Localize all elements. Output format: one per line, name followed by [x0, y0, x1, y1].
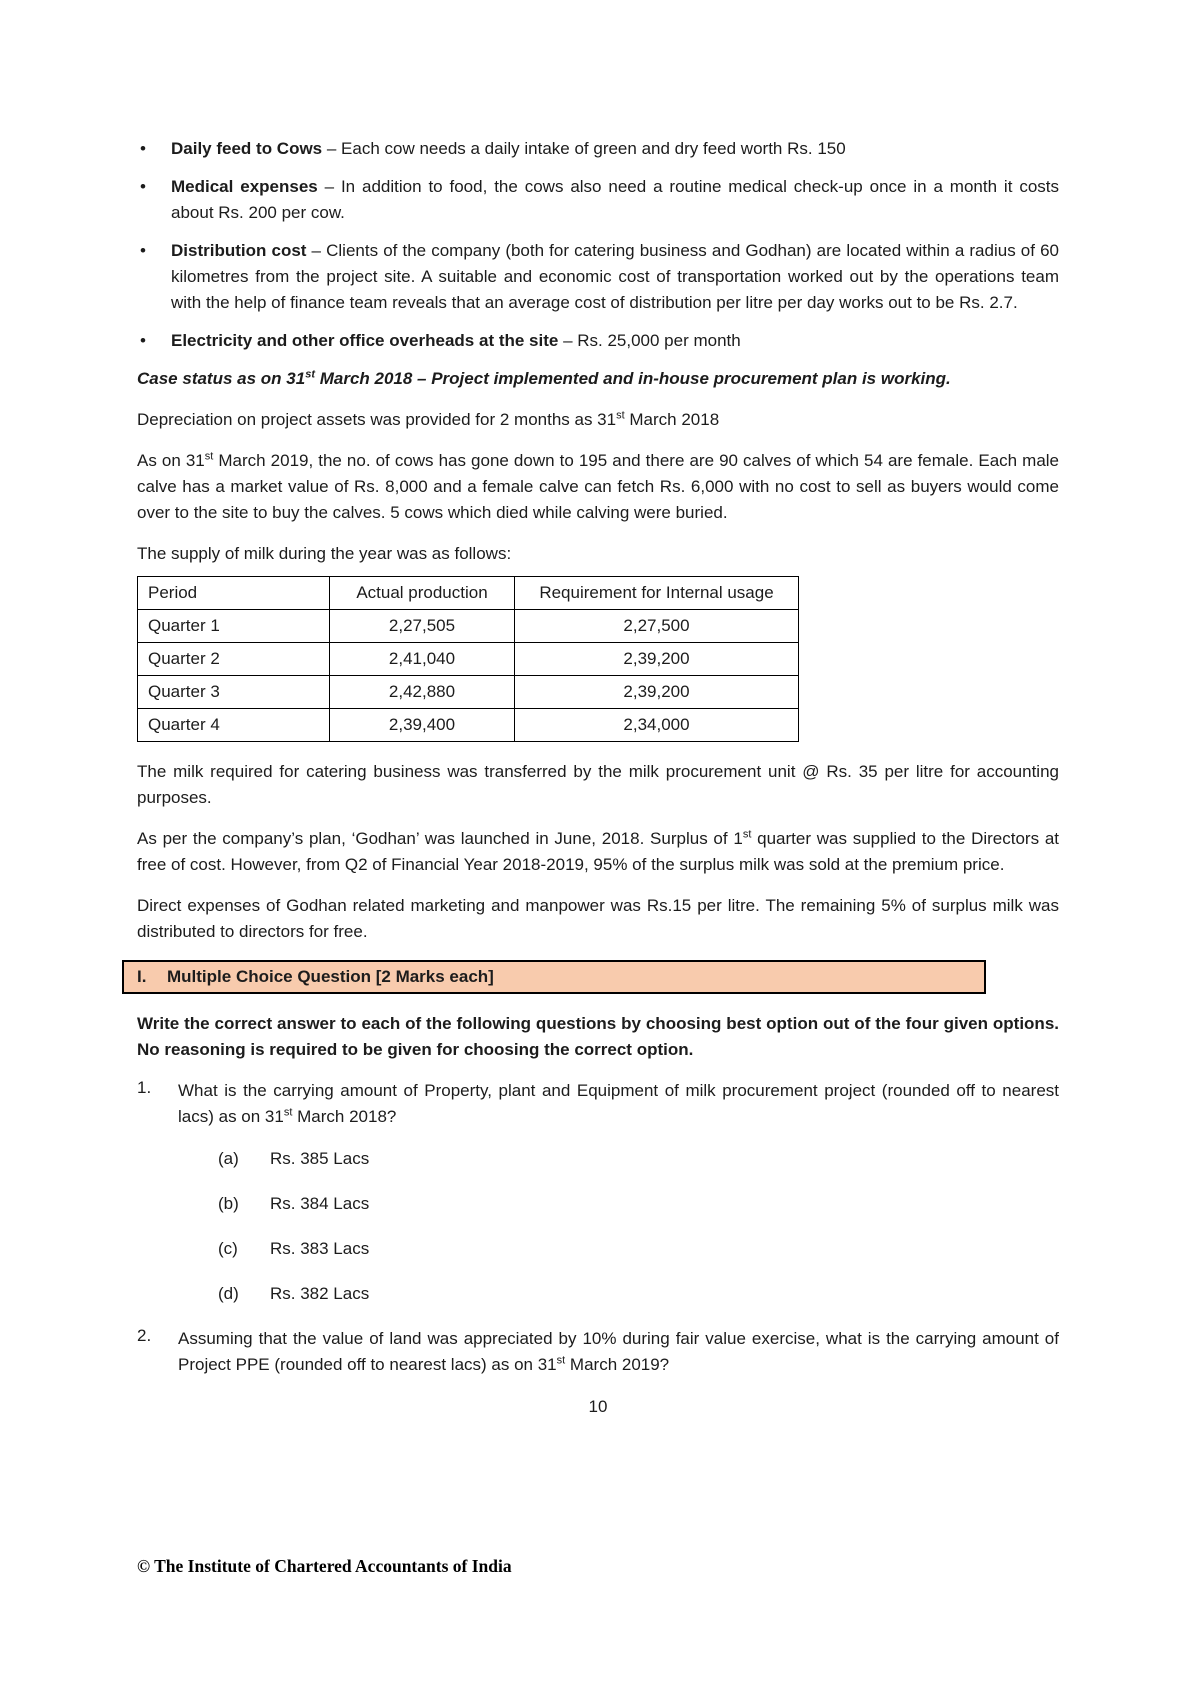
bullet-label: Electricity and other office overheads at the site	[171, 331, 559, 350]
mcq-section-numeral: I.	[137, 967, 147, 986]
bullet-label: Daily feed to Cows	[171, 139, 323, 158]
question-2	[137, 1326, 1059, 1378]
option-a	[218, 1146, 1059, 1172]
option-text: Rs. 385 Lacs	[270, 1149, 370, 1168]
bullet-marker: •	[140, 331, 146, 350]
case-status-heading	[137, 366, 1059, 392]
question-text-segment: March 2019?	[565, 1355, 670, 1374]
table-cell-period: Quarter 4	[138, 709, 330, 742]
option-text: Rs. 382 Lacs	[270, 1284, 370, 1303]
bullet-marker: •	[140, 177, 146, 196]
table-row	[138, 676, 799, 709]
case-status-text: Case status as on 31	[137, 369, 306, 388]
option-letter: (b)	[218, 1194, 239, 1213]
paragraph-text: quarter was supplied to the Directors at free of cost. However, from Q2 of Financial Year 2018-2019, 95% of the surplus milk was sold at the premium price.	[137, 829, 1059, 874]
option-letter: (d)	[218, 1284, 239, 1303]
paragraph-text: March 2018	[624, 410, 720, 429]
bullet-text: – Clients of the company (both for catering business and Godhan) are located within a radius of 60 kilometres from the project site. A suitable and economic cost of transportation worked out by the operations team with the help of finance team reveals that an average cost of distribution per litre per day works out to be Rs. 2.7.	[171, 241, 1059, 312]
option-c	[218, 1236, 1059, 1262]
table-header-actual-production: Actual production	[330, 577, 515, 610]
bullet-item-medical-expenses	[137, 174, 1059, 226]
question-text-segment: What is the carrying amount of Property, plant and Equipment of milk procurement project (rounded off to nearest lacs) as on 31	[178, 1081, 1059, 1126]
cost-bullet-list	[137, 136, 1059, 354]
question-text	[178, 1078, 1059, 1130]
option-d	[218, 1281, 1059, 1307]
table-cell-period: Quarter 3	[138, 676, 330, 709]
table-cell-requirement: 2,27,500	[515, 610, 799, 643]
table-cell-production: 2,42,880	[330, 676, 515, 709]
copyright-footer: © The Institute of Chartered Accountants of India	[137, 1556, 512, 1576]
table-row	[138, 610, 799, 643]
case-status-text: March 2018 – Project implemented and in-house procurement plan is working.	[314, 369, 951, 388]
table-cell-requirement: 2,39,200	[515, 676, 799, 709]
mcq-section-header	[122, 960, 986, 994]
bullet-item-daily-feed	[137, 136, 1059, 162]
superscript: st	[616, 409, 625, 422]
question-number: 2.	[137, 1326, 152, 1345]
bullet-marker: •	[140, 139, 146, 158]
question-text-segment: Assuming that the value of land was appreciated by 10% during fair value exercise, what is the carrying amount of Project PPE (rounded off to nearest lacs) as on 31	[178, 1329, 1059, 1374]
paragraph-text: As on 31	[137, 451, 205, 470]
paragraph-supply-intro: The supply of milk during the year was as follows:	[137, 544, 512, 563]
table-cell-production: 2,27,505	[330, 610, 515, 643]
mcq-section-title: Multiple Choice Question [2 Marks each]	[167, 967, 494, 986]
paragraph-text: As per the company’s plan, ‘Godhan’ was launched in June, 2018. Surplus of 1	[137, 829, 743, 848]
superscript: st	[742, 828, 752, 841]
bullet-label: Distribution cost	[171, 241, 307, 260]
bullet-text: – Each cow needs a daily intake of green and dry feed worth Rs. 150	[322, 139, 846, 158]
table-cell-period: Quarter 2	[138, 643, 330, 676]
superscript: st	[556, 1354, 566, 1367]
table-row	[138, 643, 799, 676]
table-header-period: Period	[138, 577, 330, 610]
bullet-marker: •	[140, 241, 146, 260]
option-letter: (a)	[218, 1149, 239, 1168]
table-header-row	[138, 577, 799, 610]
paragraph-depreciation	[137, 407, 1059, 433]
superscript: st	[305, 368, 315, 381]
paragraph-cows-status	[137, 448, 1059, 526]
bullet-text: – In addition to food, the cows also need a routine medical check-up once in a month it costs about Rs. 200 per cow.	[171, 177, 1059, 222]
table-cell-requirement: 2,34,000	[515, 709, 799, 742]
paragraph-godhan-plan	[137, 826, 1059, 878]
question-number: 1.	[137, 1078, 152, 1097]
table-cell-production: 2,41,040	[330, 643, 515, 676]
question-text-segment: March 2018?	[292, 1107, 397, 1126]
page-number: 10	[588, 1397, 608, 1416]
bullet-label: Medical expenses	[171, 177, 318, 196]
question-text	[178, 1326, 1059, 1378]
paragraph-milk-transfer: The milk required for catering business was transferred by the milk procurement unit @ Rs. 35 per litre for accounting purposes.	[137, 762, 1059, 807]
option-text: Rs. 383 Lacs	[270, 1239, 370, 1258]
table-cell-requirement: 2,39,200	[515, 643, 799, 676]
bullet-item-electricity-overheads	[137, 328, 1059, 354]
table-cell-period: Quarter 1	[138, 610, 330, 643]
paragraph-direct-expenses: Direct expenses of Godhan related marketing and manpower was Rs.15 per litre. The remaining 5% of surplus milk was distributed to directors for free.	[137, 896, 1059, 941]
superscript: st	[283, 1106, 293, 1119]
table-cell-production: 2,39,400	[330, 709, 515, 742]
option-text: Rs. 384 Lacs	[270, 1194, 370, 1213]
bullet-item-distribution-cost	[137, 238, 1059, 316]
option-letter: (c)	[218, 1239, 238, 1258]
mcq-instructions: Write the correct answer to each of the following questions by choosing best option out of the four given options. No reasoning is required to be given for choosing the correct option.	[137, 1014, 1059, 1059]
paragraph-text: March 2019, the no. of cows has gone down to 195 and there are 90 calves of which 54 are female. Each male calve has a market value of Rs. 8,000 and a female calve can fetch Rs. 6,000 with no cost to sell as buyers would come over to the site to buy the calves. 5 cows which died while calving were buried.	[137, 451, 1060, 522]
paragraph-text: Depreciation on project assets was provided for 2 months as 31	[137, 410, 617, 429]
table-header-internal-usage: Requirement for Internal usage	[515, 577, 799, 610]
table-row	[138, 709, 799, 742]
option-b	[218, 1191, 1059, 1217]
superscript: st	[204, 450, 214, 463]
document-page-content	[137, 136, 1059, 1420]
bullet-text: – Rs. 25,000 per month	[558, 331, 741, 350]
milk-supply-table	[137, 576, 799, 742]
question-1	[137, 1078, 1059, 1130]
